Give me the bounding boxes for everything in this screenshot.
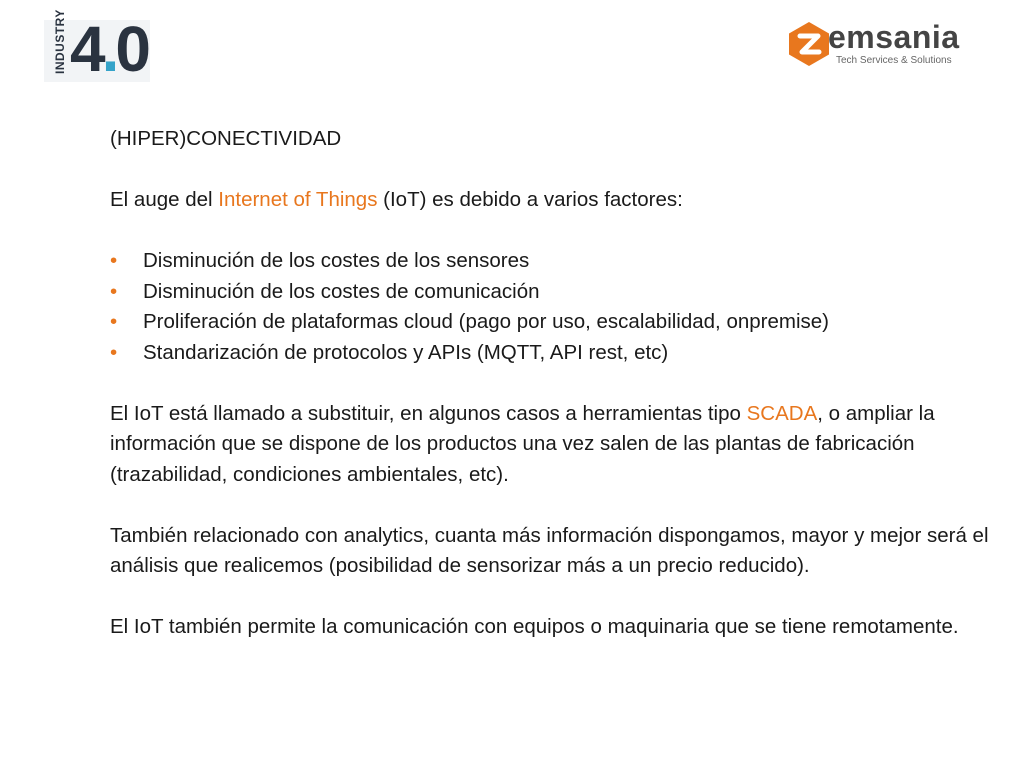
zemsania-logo bbox=[786, 19, 966, 71]
industry-logo-word: INDUSTRY bbox=[53, 9, 67, 74]
scada-paragraph: El IoT está llamado a substituir, en algunos casos a herramientas tipo SCADA, o ampliar la información que se dispone de los productos una vez salen de las plantas de fabricación (trazabilidad, condiciones ambientales, etc). bbox=[110, 401, 935, 486]
zemsania-brand-name: emsania bbox=[828, 19, 960, 55]
internet-of-things-highlight: Internet of Things bbox=[218, 188, 378, 211]
industry-4-logo bbox=[44, 9, 150, 85]
factors-list bbox=[110, 246, 990, 368]
list-item: • Standarización de protocolos y APIs (MQTT, API rest, etc) bbox=[110, 338, 990, 369]
remote-paragraph: El IoT también permite la comunicación con equipos o maquinaria que se tiene remotamente. bbox=[110, 615, 959, 638]
industry-logo-number: 4.0 bbox=[70, 13, 147, 85]
zemsania-hexagon-icon bbox=[786, 21, 832, 67]
slide-content bbox=[110, 124, 990, 643]
list-item: • Proliferación de plataformas cloud (pago por uso, escalabilidad, onpremise) bbox=[110, 307, 990, 338]
analytics-paragraph: También relacionado con analytics, cuanta más información dispongamos, mayor y mejor será el análisis que realicemos (posibilidad de sensorizar más a un precio reducido). bbox=[110, 523, 989, 577]
bullet-icon: • bbox=[110, 279, 118, 303]
list-item: • Disminución de los costes de los sensores bbox=[110, 246, 990, 277]
bullet-icon: • bbox=[110, 340, 118, 364]
bullet-icon: • bbox=[110, 310, 118, 333]
slide-heading: (HIPER)CONECTIVIDAD bbox=[110, 127, 342, 150]
bullet-icon: • bbox=[110, 249, 118, 272]
scada-highlight: SCADA bbox=[746, 401, 818, 425]
zemsania-tagline: Tech Services & Solutions bbox=[836, 55, 952, 66]
intro-paragraph: El auge del Internet of Things (IoT) es debido a varios factores: bbox=[110, 188, 683, 211]
list-item: • Disminución de los costes de comunicación bbox=[110, 277, 990, 308]
